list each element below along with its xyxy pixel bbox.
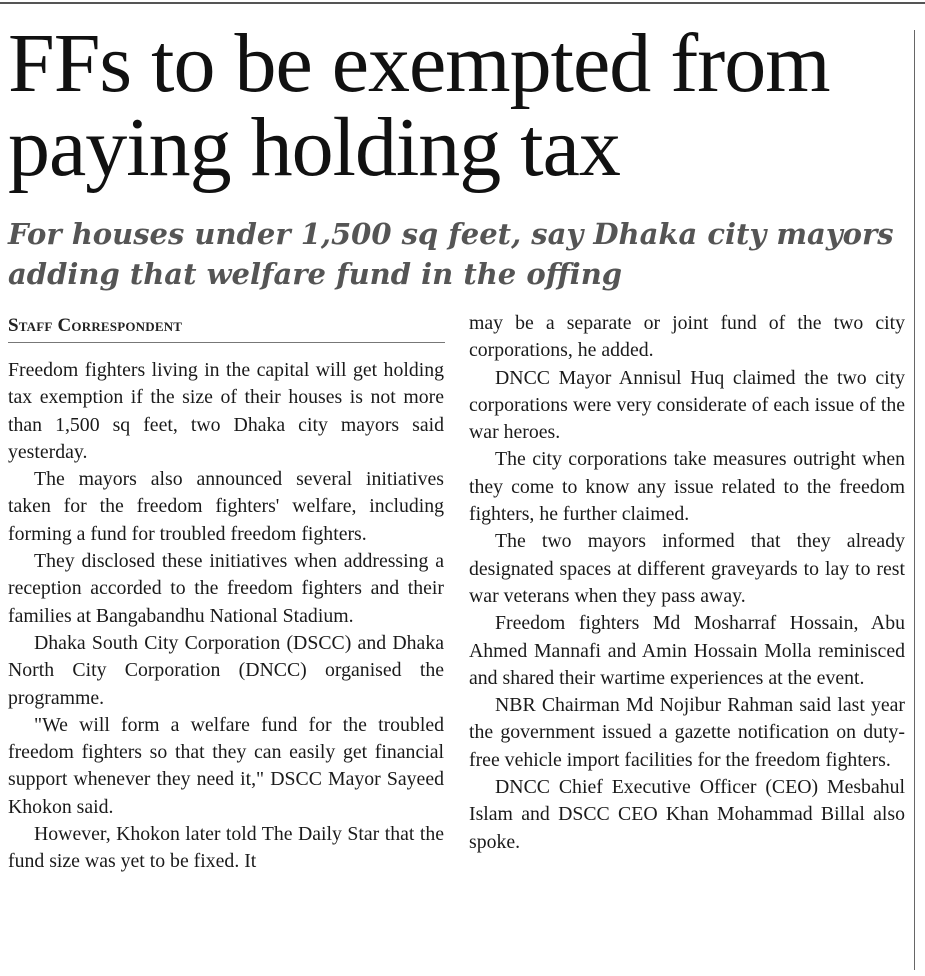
article-column-right <box>469 310 905 856</box>
paragraph: Dhaka South City Corporation (DSCC) and Dhaka North City Corporation (DNCC) organised the programme. <box>8 631 444 709</box>
top-rule <box>0 2 925 4</box>
paragraph: DNCC Mayor Annisul Huq claimed the two city corporations were very considerate of each issue of the war heroes. <box>469 366 905 444</box>
headline: FFs to be exempted from paying holding tax <box>8 17 830 194</box>
byline-rule <box>8 342 445 343</box>
right-column-rule <box>914 30 915 970</box>
paragraph: Freedom fighters living in the capital will get holding tax exemption if the size of their houses is not more than 1,500 sq feet, two Dhaka city mayors said yesterday. <box>8 359 444 463</box>
paragraph: The two mayors informed that they already designated spaces at different graveyards to lay to rest war veterans when they pass away. <box>469 530 905 607</box>
paragraph: They disclosed these initiatives when addressing a reception accorded to the freedom fighters and their families at Bangabandhu National Stadium. <box>8 550 444 627</box>
article-column-left <box>8 357 444 876</box>
paragraph: "We will form a welfare fund for the troubled freedom fighters so that they can easily get financial support whenever they need it," DSCC Mayor Sayeed Khokon said. <box>8 713 444 818</box>
paragraph: DNCC Chief Executive Officer (CEO) Mesbahul Islam and DSCC CEO Khan Mohammad Billal also spoke. <box>469 776 905 853</box>
paragraph: However, Khokon later told The Daily Star that the fund size was yet to be fixed. It <box>8 823 444 873</box>
subheadline: For houses under 1,500 sq feet, say Dhaka city mayors adding that welfare fund in the offing <box>8 217 894 291</box>
paragraph: may be a separate or joint fund of the two city corporations, he added. <box>469 312 905 362</box>
paragraph: The mayors also announced several initiatives taken for the freedom fighters' welfare, including forming a fund for troubled freedom fighters. <box>8 468 444 545</box>
paragraph: Freedom fighters Md Mosharraf Hossain, Abu Ahmed Mannafi and Amin Hossain Molla reminisced and shared their wartime experiences at the event. <box>469 612 905 689</box>
paragraph: NBR Chairman Md Nojibur Rahman said last year the government issued a gazette notification on duty-free vehicle import facilities for the freedom fighters. <box>469 694 905 771</box>
paragraph: The city corporations take measures outright when they come to know any issue related to the freedom fighters, he further claimed. <box>469 448 905 526</box>
byline: Staff Correspondent <box>8 315 183 336</box>
